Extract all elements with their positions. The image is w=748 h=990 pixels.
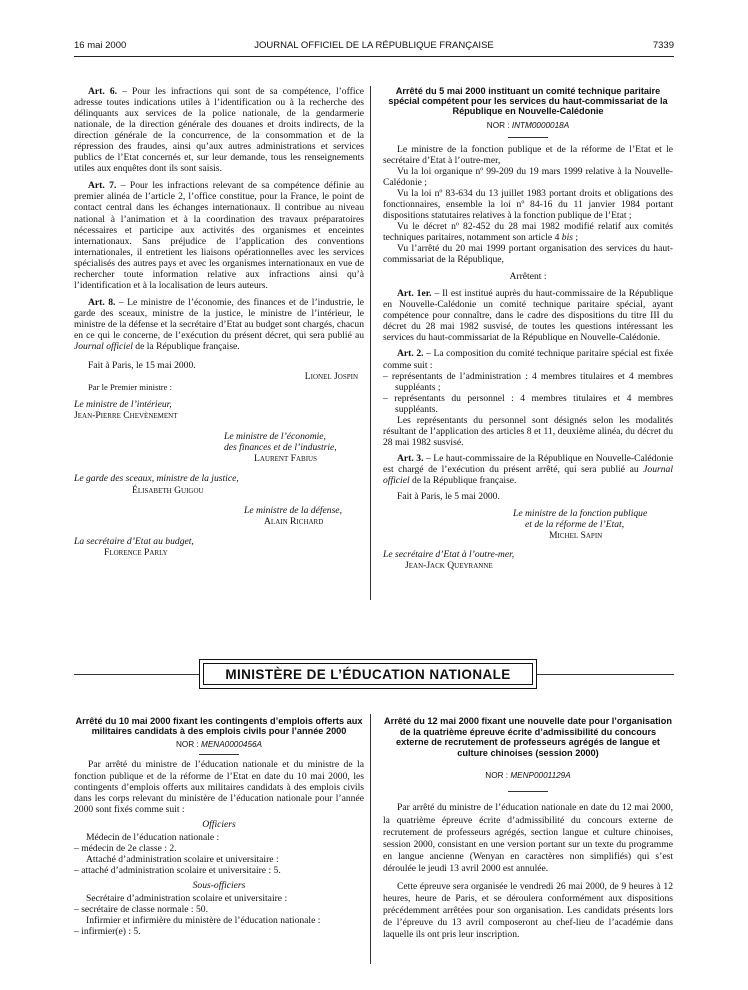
signatory-name: Lionel Jospin [304,371,358,383]
article-2: Art. 2. – La composition du comité technique paritaire spécial est fixée comme suit : [383,348,673,371]
header-rule [74,56,674,57]
ministry-title: MINISTÈRE DE L’ÉDUCATION NATIONALE [203,663,533,685]
list-line: – attaché d’administration scolaire et universitaire : 5. [74,864,281,876]
signatory-title: Le ministre de la défense, [244,504,342,516]
nor-reference: NOR : INTM0000018A [486,120,570,130]
paragraph: Vu l’arrêté du 20 mai 1999 portant organisation des services du haut-commissariat de la République, [383,243,673,266]
nor-reference: NOR : MENP0001129A [485,771,571,781]
signatory-name: Florence Parly [104,546,168,558]
ministry-banner [199,659,537,689]
article-6: Art. 6. – Pour les infractions qui sont de sa compétence, l’office adresse toutes indications utiles à l’identification ou à la recherche des délinquants aux services de la police nationale, de la gendarmerie nationale, de la direction générale des douanes et droits indirects, de la direction générale de la concurrence, de la consommation et de la répression des fraudes, ainsi qu’aux autres administrations et services publics de l’Etat concernés et, sur leur demande, tous les renseignements utiles aux enquêtes dont ils sont saisis. [74,86,365,175]
paragraph: Vu la loi organique nº 99-209 du 19 mars 1999 relative à la Nouvelle-Calédonie ; [383,165,673,188]
signatory-title: des finances et de l’industrie, [224,442,337,454]
list-line: – infirmier(e) : 5. [74,926,141,938]
paragraph: Par arrêté du ministre de l’éducation nationale et du ministre de la fonction publique et de la réforme de l’Etat en date du 10 mai 2000, les contingents d’emplois offerts aux militaires candidats à des emplois civils dans les corps relevant du ministère de l’éducation nationale pour l’année 2000 sont fixés comme suit : [74,759,364,815]
signatory-name: Élisabeth Guigou [132,484,204,496]
section-heading: Officiers [202,818,236,830]
signatory-title: Le secrétaire d’Etat à l’outre-mer, [383,549,515,561]
signatory-label: Par le Premier ministre : [88,382,173,393]
column-divider-bottom [370,714,371,964]
signatory-title: La secrétaire d’Etat au budget, [74,535,194,547]
paragraph: Vu la loi nº 83-634 du 13 juillet 1983 portant droits et obligations des fonctionnaires, ensemble la loi nº 84-16 du 11 janvier 1984 portant dispositions statutaires relatives à la fonction publique de l’Etat ; [383,187,673,221]
paragraph: Par arrêté du ministre de l’éducation nationale en date du 12 mai 2000, la quatrième épreuve écrite d’admissibilité du concours externe de recrutement de professeurs agrégés, section langue et culture chinoises, session 2000, consistant en une version portant sur un texte du programme en langue ancienne (Wenyan en caractères non simplifiés) qui s’est déroulée le jeudi 13 avril 2000 est annulée. [383,802,673,875]
signatory-title: et de la réforme de l’Etat, [525,519,625,531]
signatory-name: Michel Sapin [549,530,603,542]
signatory-name: Alain Richard [264,515,324,527]
arrete-10-mai [74,716,364,937]
paragraph: Cette épreuve sera organisée le vendredi 26 mai 2000, de 9 heures à 12 heures, heure de Paris, et se déroulera conformément aux dispositions précédemment arrêtées pour son organisation. Les candidats présents lors de l’épreuve du 13 avril composeront au chef-lieu de l’académie dans laquelle ils ont pris leur inscription. [383,880,673,941]
signatory-name: Jean-Jack Queyranne [405,560,493,572]
list-item: – représentants de l’administration : 4 membres titulaires et 4 membres suppléants ; [383,370,673,393]
separator [199,754,239,755]
signatory-title: Le garde des sceaux, ministre de la justice, [74,473,239,485]
signatory-block [74,505,364,527]
signatory-title: Le ministre de l’intérieur, [74,399,172,411]
page-header [74,40,674,54]
signatory-title: Le ministre de l’économie, [224,431,326,443]
header-title: JOURNAL OFFICIEL DE LA RÉPUBLIQUE FRANÇAISE [254,40,494,51]
article-3: Art. 3. – Le haut-commissaire de la République en Nouvelle-Calédonie est chargé de l’exécution du présent arrêté, qui sera publié au Journal officiel de la République française. [383,452,674,486]
arretent-heading: Arrêtent : [509,271,547,283]
decree-continuation [74,86,364,558]
arrete-title: Arrêté du 12 mai 2000 fixant une nouvelle date pour l’organisation de la quatrième épreuve écrite d’admissibilité du concours externe de recrutement de professeurs agrégés de langue et culture chinoises (session 2000) [384,716,672,758]
signatory-block [74,431,364,464]
article-8: Art. 8. – Le ministre de l’économie, des finances et de l’industrie, le garde des sceaux, ministre de la justice, le ministre de l’intérieur, le ministre de la défense et la secrétaire d’Etat au budget sont chargés, chacun en ce qui le concerne, de l’exécution du présent décret, qui sera publié au Journal officiel de la République française. [74,296,365,353]
arrete-5-mai [383,86,673,571]
signatory-title: Le ministre de la fonction publique [513,508,648,520]
list-line: – médecin de 2e classe : 2. [74,842,177,854]
arrete-12-mai [383,716,673,942]
list-line: Attaché d’administration scolaire et universitaire : [86,853,279,865]
list-line: Infirmier et infirmière du ministère de l’éducation nationale : [86,915,321,927]
signature-date: Fait à Paris, le 5 mai 2000. [397,491,500,503]
list-line: Médecin de l’éducation nationale : [86,831,220,843]
list-item: – représentants du personnel : 4 membres titulaires et 4 membres suppléants. [383,392,673,415]
header-date: 16 mai 2000 [74,40,127,51]
banner-rule-left [74,674,199,675]
column-divider-top [370,86,371,600]
banner-rule-right [537,674,674,675]
header-page-number: 7339 [652,40,674,51]
list-line: – secrétaire de classe normale : 50. [74,904,208,916]
article-1: Art. 1er. – Il est institué auprès du haut-commissaire de la République en Nouvelle-Calédonie un comité technique paritaire spécial, ayant compétence pour connaître, dans le cadre des dispositions du titre III du décret du 28 mai 1982 susvisé, de toutes les questions intéressant les services du haut-commissariat de la République en Nouvelle-Calédonie. [383,288,673,344]
paragraph: Le ministre de la fonction publique et de la réforme de l’Etat et le secrétaire d’Etat à l’outre-mer, [383,143,673,166]
section-heading: Sous-officiers [192,879,246,891]
paragraph: Les représentants du personnel sont désignés selon les modalités résultant de l’application des articles 8 et 11, deuxième alinéa, du décret du 28 mai 1982 susvisé. [383,414,673,448]
arrete-title: Arrêté du 10 mai 2000 fixant les contingents d’emplois offerts aux militaires candidats à des emplois civils pour l’année 2000 [75,716,363,737]
nor-reference: NOR : MENA0000456A [175,740,263,750]
signatory-block [383,508,673,541]
signature-date: Fait à Paris, le 15 mai 2000. [88,360,196,372]
arrete-title: Arrêté du 5 mai 2000 instituant un comité technique paritaire spécial compétent pour les services du haut-commissariat de la République en Nouvelle-Calédonie [388,86,668,117]
list-line: Secrétaire d’administration scolaire et universitaire : [86,892,288,904]
signatory-name: Jean-Pierre Chevènement [74,410,178,422]
separator [508,137,548,138]
paragraph: Vu le décret nº 82-452 du 28 mai 1982 modifié relatif aux comités techniques paritaires, notamment son article 4 bis ; [383,220,673,244]
separator [508,791,548,792]
article-7: Art. 7. – Pour les infractions relevant de sa compétence définie au premier alinéa de l’article 2, l’office constitue, pour la France, le point de contact central dans les échanges internationaux. Il contribue au niveau national à l’animation et à la coordination des travaux préparatoires nécessaires et participe aux activités des organismes et enceintes internationaux. Sans préjudice de l’application des conventions internationales, il entretient les liaisons opérationnelles avec les services spécialisés des autres pays et avec les organismes internationaux en vue de rechercher toute information relative aux infractions ainsi qu’à l’identification et à la localisation de leurs auteurs. [74,180,365,291]
signatory-name: Laurent Fabius [254,453,317,465]
